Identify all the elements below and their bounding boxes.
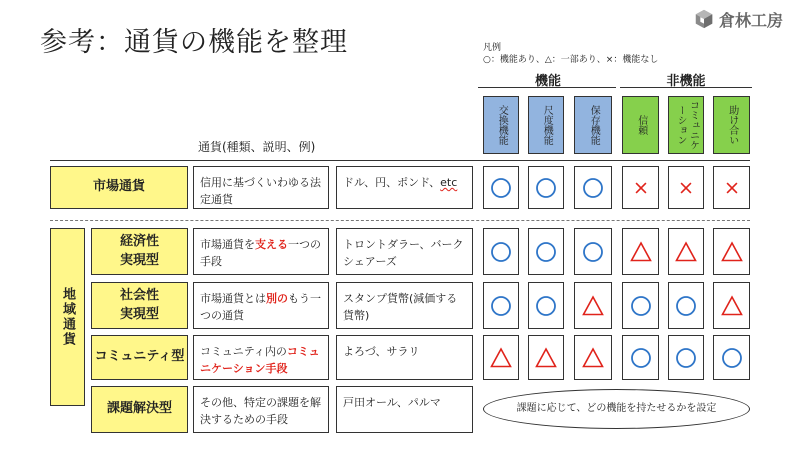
mark-triangle-icon [721, 241, 743, 263]
table-header-label: 通貨(種類、説明、例) [198, 140, 316, 154]
mark-triangle-icon [582, 347, 604, 369]
row-desc-problem-solving: その他、特定の課題を解決するための手段 [193, 386, 329, 433]
mark-triangle-icon [490, 347, 512, 369]
mark-cell-community-exchange [483, 335, 519, 380]
mark-cross-icon [677, 179, 695, 197]
mark-cell-economic-mutual-aid [713, 228, 750, 275]
page-title: 参考：通貨の機能を整理 [40, 27, 348, 58]
mark-circle-icon [630, 347, 652, 369]
group-underline-function [478, 87, 616, 88]
mark-cell-market-currency-trust [622, 166, 659, 209]
mark-triangle-icon [582, 295, 604, 317]
row-example-community: よろづ、サラリ [336, 335, 473, 380]
mark-cell-community-measure [528, 335, 564, 380]
row-name-market-currency: 市場通貨 [50, 166, 188, 209]
row-name-problem-solving: 課題解決型 [91, 386, 188, 433]
mark-cell-economic-exchange [483, 228, 519, 275]
mark-circle-icon [535, 241, 557, 263]
mark-cell-market-currency-exchange [483, 166, 519, 209]
row-desc-community: コミュニティ内のコミュニケーション手段 [193, 335, 329, 380]
mark-circle-icon [490, 177, 512, 199]
mark-circle-icon [582, 241, 604, 263]
mark-cell-economic-measure [528, 228, 564, 275]
mark-circle-icon [535, 295, 557, 317]
mark-circle-icon [675, 347, 697, 369]
side-label-local-currency: 地域通貨 [50, 228, 85, 406]
mark-cell-social-measure [528, 282, 564, 329]
row-example-economic: トロントダラー、バークシェアーズ [336, 228, 473, 275]
cube-logo-icon [693, 8, 715, 30]
row-name-social: 社会性 実現型 [91, 282, 188, 329]
mark-cell-social-trust [622, 282, 659, 329]
row-name-community: コミュニティ型 [91, 335, 188, 380]
mark-cell-economic-store [574, 228, 612, 275]
mark-cell-community-store [574, 335, 612, 380]
row-example-social: スタンプ貨幣(減価する貨幣) [336, 282, 473, 329]
mark-circle-icon [490, 241, 512, 263]
mark-circle-icon [630, 295, 652, 317]
column-header-mutual-aid: 助け合い [713, 96, 750, 154]
mark-cell-community-communication [668, 335, 704, 380]
mark-circle-icon [490, 295, 512, 317]
brand-logo [693, 8, 793, 30]
column-header-exchange: 交換機能 [483, 96, 519, 154]
row-name-economic: 経済性 実現型 [91, 228, 188, 275]
group-label-function: 機能 [534, 74, 561, 89]
column-header-communication: コミュニケーション [668, 96, 704, 154]
mark-cell-market-currency-mutual-aid [713, 166, 750, 209]
mark-triangle-icon [721, 295, 743, 317]
mark-cell-social-store [574, 282, 612, 329]
logo-text: 倉林工房 [719, 10, 784, 30]
header-separator [50, 160, 750, 161]
mark-circle-icon [721, 347, 743, 369]
group-label-nonfunction: 非機能 [666, 74, 706, 89]
mark-cell-social-exchange [483, 282, 519, 329]
column-header-store: 保存機能 [574, 96, 612, 154]
mark-cell-social-mutual-aid [713, 282, 750, 329]
mark-cell-economic-communication [668, 228, 704, 275]
legend-title: 凡例 [483, 43, 502, 53]
row-desc-social: 市場通貨とは別のもう一つの通貨 [193, 282, 329, 329]
row-example-market-currency: ドル、円、ポンド、etc [336, 166, 473, 209]
mark-cross-icon [723, 179, 741, 197]
row-example-problem-solving: 戸田オール、パルマ [336, 386, 473, 433]
mark-triangle-icon [675, 241, 697, 263]
row-desc-market-currency: 信用に基づくいわゆる法定通貨 [193, 166, 329, 209]
mark-circle-icon [582, 177, 604, 199]
mark-cell-community-trust [622, 335, 659, 380]
row-note-problem-solving: 課題に応じて、どの機能を持たせるかを設定 [483, 389, 750, 429]
mark-circle-icon [675, 295, 697, 317]
mark-cell-economic-trust [622, 228, 659, 275]
mark-triangle-icon [630, 241, 652, 263]
dashed-divider [50, 220, 750, 221]
mark-circle-icon [535, 177, 557, 199]
mark-cell-social-communication [668, 282, 704, 329]
legend-text: ○：機能あり、△：一部あり、×：機能なし [483, 55, 659, 65]
mark-cell-market-currency-store [574, 166, 612, 209]
mark-cell-market-currency-communication [668, 166, 704, 209]
row-desc-economic: 市場通貨を支える一つの手段 [193, 228, 329, 275]
mark-cell-market-currency-measure [528, 166, 564, 209]
mark-cross-icon [632, 179, 650, 197]
column-header-measure: 尺度機能 [528, 96, 564, 154]
group-underline-nonfunction [620, 87, 752, 88]
column-header-trust: 信頼 [622, 96, 659, 154]
mark-triangle-icon [535, 347, 557, 369]
mark-cell-community-mutual-aid [713, 335, 750, 380]
